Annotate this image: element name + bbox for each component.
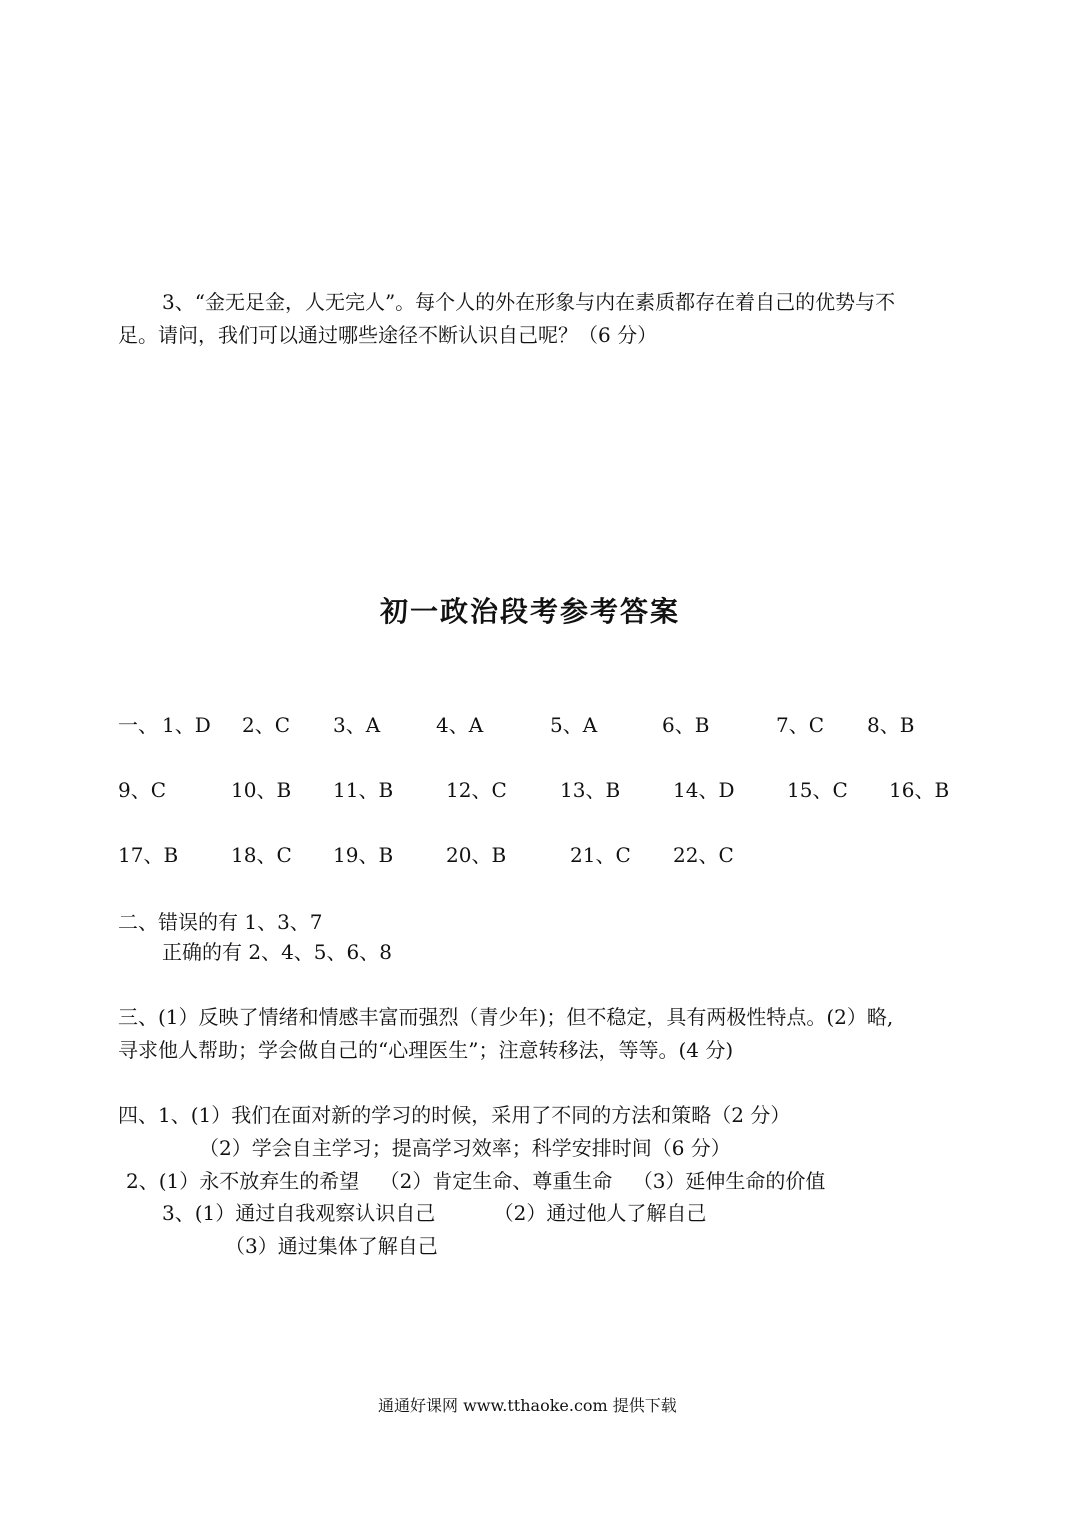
answer-item: 20、B bbox=[446, 843, 507, 867]
answer-item: 6、B bbox=[662, 713, 710, 737]
section4-line5: （3）通过集体了解自己 bbox=[225, 1234, 438, 1258]
answer-item: 4、A bbox=[436, 713, 484, 737]
answer-item: 22、C bbox=[673, 843, 734, 867]
answer-item: 14、D bbox=[673, 778, 735, 802]
answer-item: 7、C bbox=[776, 713, 825, 737]
answer-item: 21、C bbox=[570, 843, 631, 867]
answer-item: 13、B bbox=[560, 778, 621, 802]
answer-item: 2、C bbox=[242, 713, 291, 737]
section4-line2: （2）学会自主学习；提高学习效率；科学安排时间（6 分） bbox=[199, 1136, 731, 1160]
answer-item: 12、C bbox=[446, 778, 507, 802]
answer-item: 15、C bbox=[787, 778, 848, 802]
answer-item: 8、B bbox=[867, 713, 915, 737]
section3-line2: 寻求他人帮助；学会做自己的“心理医生”；注意转移法，等等。(4 分) bbox=[118, 1038, 734, 1062]
question3-line1: 3、“金无足金，人无完人”。每个人的外在形象与内在素质都存在着自己的优势与不 bbox=[162, 290, 896, 314]
section2-line2: 正确的有 2、4、5、6、8 bbox=[162, 940, 392, 964]
answer-item: 9、C bbox=[118, 778, 167, 802]
section4-line1: 四、1、(1）我们在面对新的学习的时候，采用了不同的方法和策略（2 分） bbox=[118, 1103, 791, 1127]
answer-item: 16、B bbox=[889, 778, 950, 802]
answer-item: 1、D bbox=[162, 713, 211, 737]
answer-item: 5、A bbox=[550, 713, 598, 737]
answer-item: 17、B bbox=[118, 843, 179, 867]
section3-line1: 三、(1）反映了情绪和情感丰富而强烈（青少年)；但不稳定，具有两极性特点。(2）略, bbox=[118, 1005, 894, 1029]
page-title: 初一政治段考参考答案 bbox=[380, 595, 681, 628]
section4-line3: 2、(1）永不放弃生的希望 （2）肯定生命、尊重生命 （3）延伸生命的价值 bbox=[126, 1169, 826, 1193]
footer-credit: 通通好课网 www.tthaoke.com 提供下载 bbox=[378, 1396, 677, 1415]
answer-item: 3、A bbox=[333, 713, 381, 737]
question3-line2: 足。请问，我们可以通过哪些途径不断认识自己呢？（6 分） bbox=[118, 323, 658, 347]
section2-line1: 二、错误的有 1、3、7 bbox=[118, 910, 323, 934]
answer-item: 10、B bbox=[231, 778, 292, 802]
section1-prefix: 一、 bbox=[118, 713, 158, 737]
answer-item: 19、B bbox=[333, 843, 394, 867]
answer-item: 11、B bbox=[333, 778, 394, 802]
section4-line4: 3、(1）通过自我观察认识自己 （2）通过他人了解自己 bbox=[162, 1201, 707, 1225]
answer-item: 18、C bbox=[231, 843, 292, 867]
